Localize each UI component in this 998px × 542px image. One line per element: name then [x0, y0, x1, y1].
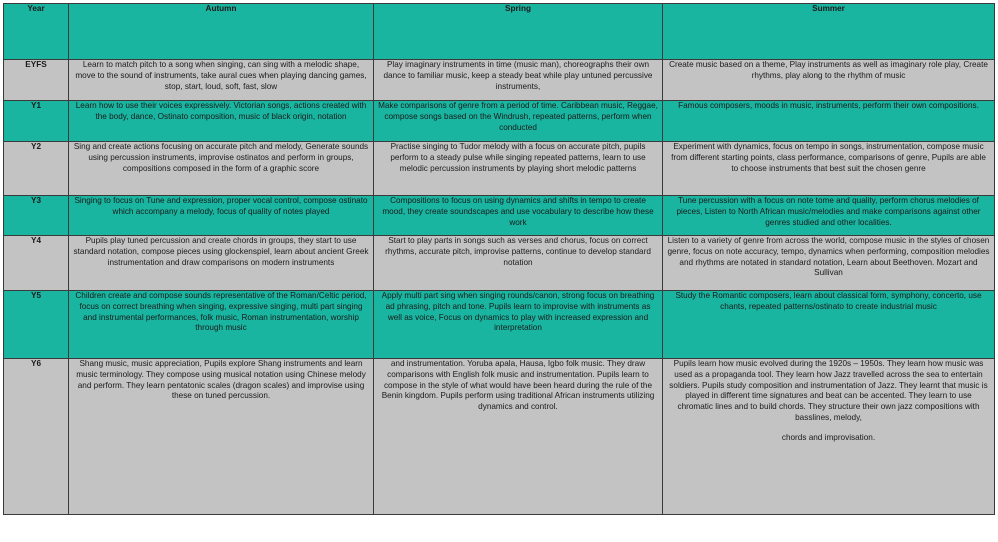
row-y1: [4, 101, 995, 142]
row-y4: [4, 236, 995, 291]
autumn-cell-y1: Learn how to use their voices expressively. Victorian songs, actions created with the body, dance, Ostinato composition, music of black origin, notation: [69, 101, 374, 142]
row-y5: [4, 291, 995, 359]
year-label-y4: Y4: [4, 236, 69, 291]
autumn-cell-y6: Shang music, music appreciation, Pupils explore Shang instruments and learn music terminology. They compose using musical notation using Chinese melody and perform. They learn pentatonic scales (dragon scales) and improvise using these on tuned percussion.: [69, 359, 374, 515]
row-y6: [4, 359, 995, 515]
spring-cell-y3: Compositions to focus on using dynamics and shifts in tempo to create mood, they create soundscapes and use vocabulary to describe how these work: [374, 196, 663, 236]
header-autumn: Autumn: [69, 4, 374, 60]
row-y3: [4, 196, 995, 236]
summer-cell-eyfs: Create music based on a theme, Play instruments as well as imaginary role play, Create rhythms, play along to the rhythm of music: [663, 60, 995, 101]
autumn-cell-y3: Singing to focus on Tune and expression, proper vocal control, compose ostinato which accompany a melody, focus of quality of notes played: [69, 196, 374, 236]
summer-cell-y5: Study the Romantic composers, learn about classical form, symphony, concerto, use chants, repeated patterns/ostinato to create industrial music: [663, 291, 995, 359]
year-label-y3: Y3: [4, 196, 69, 236]
summer-cell-y2: Experiment with dynamics, focus on tempo in songs, instrumentation, compose music from different starting points, class performance, comparisons of genre, Pupils are able to choose instruments that best suit the chosen genre: [663, 142, 995, 196]
autumn-cell-y2: Sing and create actions focusing on accurate pitch and melody, Generate sounds using percussion instruments, improvise ostinatos and perform in groups, compositions composed in the form of a graphic score: [69, 142, 374, 196]
autumn-cell-y4: Pupils play tuned percussion and create chords in groups, they start to use standard notation, compose pieces using glockenspiel, learn about ancient Greek instrumentation and draw comparisons on modern instruments: [69, 236, 374, 291]
header-spring: Spring: [374, 4, 663, 60]
year-label-y6: Y6: [4, 359, 69, 515]
year-label-y5: Y5: [4, 291, 69, 359]
summer-text-y6: Pupils learn how music evolved during the 1920s – 1950s. They learn how music was used as a propaganda tool. They learn how Jazz travelled across the sea to entertain soldiers. Pupils study composition and instrumentation of Jazz. They learnt that music is played in different time signatures and beat can be accented. They learn to use chromatic lines and to build chords. They structure their own jazz compositions with basslines, melody,: [669, 359, 988, 423]
spring-cell-y2: Practise singing to Tudor melody with a focus on accurate pitch, pupils perform to a steady pulse while singing repeated patterns, learn to use melodic percussion instruments by playing short melodic patterns: [374, 142, 663, 196]
summer-text-y6-end: chords and improvisation.: [781, 432, 876, 442]
row-y2: [4, 142, 995, 196]
year-label-eyfs: EYFS: [4, 60, 69, 101]
spring-cell-eyfs: Play imaginary instruments in time (music man), choreographs their own dance to familiar music, keep a steady beat while play untuned percussive instruments,: [374, 60, 663, 101]
summer-cell-y6: [663, 359, 995, 515]
summer-cell-y1: Famous composers, moods in music, instruments, perform their own compositions.: [663, 101, 995, 142]
year-label-y1: Y1: [4, 101, 69, 142]
summer-gap-y6: [667, 424, 990, 433]
summer-cell-y4: Listen to a variety of genre from across the world, compose music in the styles of chosen genre, focus on note accuracy, tempo, dynamics when performing, composition melodies and rhythms are notated in standard notation, Learn about Beethoven. Mozart and Sullivan: [663, 236, 995, 291]
spring-cell-y4: Start to play parts in songs such as verses and chorus, focus on correct rhythms, accurate pitch, improvise patterns, continue to develop standard notation: [374, 236, 663, 291]
music-curriculum-table: [3, 3, 995, 515]
spring-cell-y1: Make comparisons of genre from a period of time. Caribbean music, Reggae, compose songs based on the Windrush, repeated patterns, perform when conducted: [374, 101, 663, 142]
header-summer: Summer: [663, 4, 995, 60]
year-label-y2: Y2: [4, 142, 69, 196]
autumn-cell-y5: Children create and compose sounds representative of the Roman/Celtic period, focus on correct breathing when singing, expressive singing, multi part singing and instrumental performances, folk music, Roman instrumentation, worship through music: [69, 291, 374, 359]
spring-cell-y6: and instrumentation. Yoruba apala, Hausa, Igbo folk music. They draw comparisons with English folk music and instrumentation. Pupils learn to compose in the style of what would have been heard during the rule of the Benin kingdom. Pupils perform using traditional African instruments utilizing dynamics and control.: [374, 359, 663, 515]
header-year: Year: [4, 4, 69, 60]
row-eyfs: [4, 60, 995, 101]
autumn-cell-eyfs: Learn to match pitch to a song when singing, can sing with a melodic shape, move to the sound of instruments, take aural cues when playing dancing games, stop, start, loud, soft, fast, slow: [69, 60, 374, 101]
spring-cell-y5: Apply multi part sing when singing rounds/canon, strong focus on breathing ad phrasing, pitch and tone. Pupils learn to improvise with instruments as well as voice, Focus on dynamics to play with increased expression and interpretation: [374, 291, 663, 359]
header-row: [4, 4, 995, 60]
summer-cell-y3: Tune percussion with a focus on note tome and quality, perform chorus melodies of pieces, Listen to North African music/melodies and make comparisons against other genres studied and other localities.: [663, 196, 995, 236]
